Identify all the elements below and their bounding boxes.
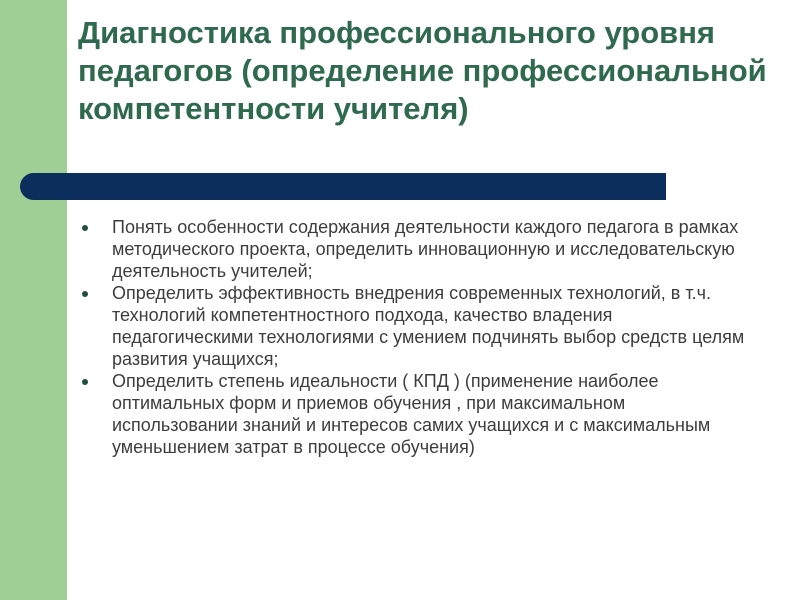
bullet-item <box>80 370 750 458</box>
bullet-dot-icon <box>82 379 88 385</box>
bullet-text: Определить эффективность внедрения современных технологий, в т.ч. технологий компетентностного подхода, качество владения педагогическими технологиями с умением подчинять выбор средств целям развития учащихся; <box>112 283 745 369</box>
bullet-item <box>80 216 750 282</box>
bullet-item <box>80 282 750 370</box>
bullet-dot-icon <box>82 225 88 231</box>
bullet-list <box>80 216 750 458</box>
bullet-text: Определить степень идеальности ( КПД ) (применение наиболее оптимальных форм и приемов обучения , при максимальном использовании знаний и интересов самих учащихся и с максимальным уменьшением затрат в процессе обучения) <box>112 371 711 457</box>
title-divider-bar <box>60 173 666 200</box>
bullet-text: Понять особенности содержания деятельности каждого педагога в рамках методического проекта, определить инновационную и исследовательскую деятельность учителей; <box>112 217 739 281</box>
bullet-dot-icon <box>82 291 88 297</box>
side-decorative-band <box>0 0 67 600</box>
slide-title: Диагностика профессионального уровня педагогов (определение профессиональной компетентности учителя) <box>78 15 767 126</box>
